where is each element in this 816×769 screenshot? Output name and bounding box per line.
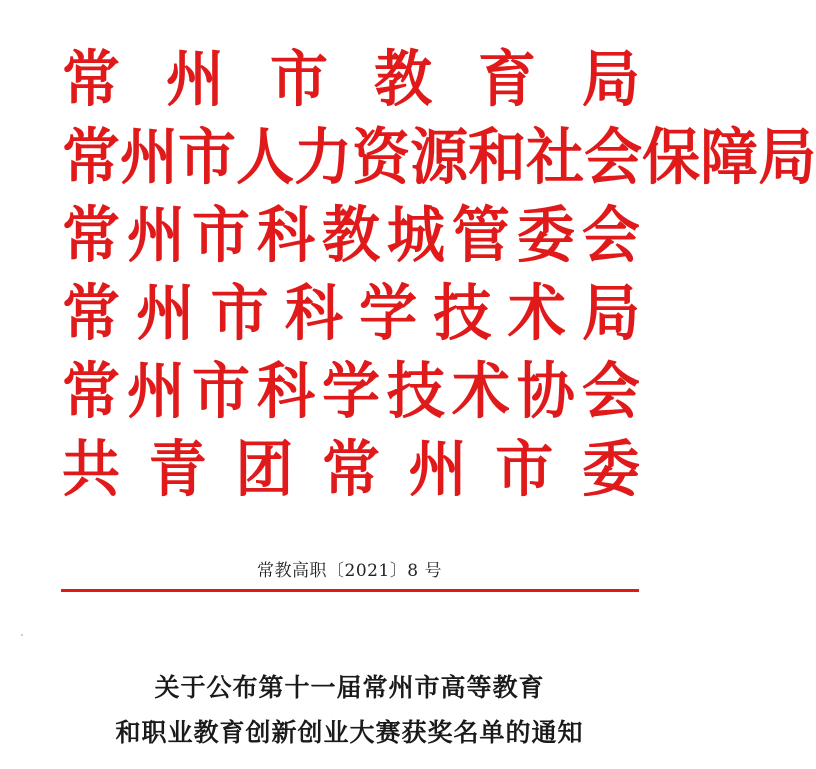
issuer-char: 教 (321, 199, 380, 271)
issuer-char: 学 (359, 277, 418, 349)
issuer-char: 科 (284, 277, 343, 349)
issuer-char: 技 (433, 277, 492, 349)
issuer-char: 委 (516, 199, 575, 271)
issuer-char: 市 (191, 199, 250, 271)
issuer-char: 术 (507, 277, 566, 349)
issuer-char: 常 (62, 43, 121, 115)
issuer-list (62, 43, 816, 512)
issuer-char: 学 (321, 355, 380, 427)
scan-speck (21, 634, 23, 636)
issuer-char: 市 (495, 433, 554, 505)
issuer-char: 共 (62, 433, 121, 505)
issuer-char: 管 (451, 199, 510, 271)
red-divider-line (61, 589, 639, 592)
issuer-char: 局 (758, 121, 816, 193)
issuer-char: 保 (642, 121, 701, 193)
issuer-char: 常 (62, 355, 121, 427)
issuer-char: 会 (584, 121, 643, 193)
issuer-char: 术 (451, 355, 510, 427)
issuer-char: 协 (516, 355, 575, 427)
document-number: 常教高职〔2021〕8 号 (257, 561, 442, 581)
issuer-char: 州 (408, 433, 467, 505)
document-title-line-1: 关于公布第十一届常州市高等教育 (154, 673, 545, 702)
issuer-name (62, 356, 640, 427)
issuer-name (62, 278, 640, 349)
issuer-char: 青 (148, 433, 207, 505)
issuer-char: 市 (178, 121, 237, 193)
issuer-char: 市 (269, 43, 328, 115)
issuer-char: 会 (581, 355, 640, 427)
issuer-char: 城 (386, 199, 445, 271)
issuer-char: 常 (62, 277, 121, 349)
issuer-char: 常 (62, 199, 121, 271)
issuer-char: 障 (700, 121, 759, 193)
issuer-char: 常 (62, 121, 121, 193)
issuer-char: 力 (294, 121, 353, 193)
issuer-char: 源 (410, 121, 469, 193)
issuer-char: 州 (120, 121, 179, 193)
issuer-char: 州 (126, 199, 185, 271)
issuer-name (62, 121, 816, 193)
issuer-char: 州 (136, 277, 195, 349)
document-title-line-2: 和职业教育创新创业大赛获奖名单的通知 (115, 718, 584, 747)
issuer-char: 教 (373, 43, 432, 115)
issuer-char: 市 (210, 277, 269, 349)
issuer-name (62, 44, 640, 115)
issuer-char: 市 (191, 355, 250, 427)
issuer-char: 社 (526, 121, 585, 193)
issuer-char: 人 (236, 121, 295, 193)
issuer-char: 州 (126, 355, 185, 427)
issuer-char: 州 (165, 43, 224, 115)
issuer-char: 育 (477, 43, 536, 115)
issuer-char: 常 (321, 433, 380, 505)
issuer-name (62, 200, 640, 271)
issuer-char: 资 (352, 121, 411, 193)
issuer-char: 团 (235, 433, 294, 505)
issuer-char: 科 (256, 355, 315, 427)
issuer-name (62, 434, 640, 505)
issuer-char: 会 (581, 199, 640, 271)
issuer-char: 局 (581, 43, 640, 115)
issuer-char: 局 (581, 277, 640, 349)
issuer-char: 科 (256, 199, 315, 271)
issuer-char: 技 (386, 355, 445, 427)
issuer-char: 和 (468, 121, 527, 193)
issuer-char: 委 (581, 433, 640, 505)
